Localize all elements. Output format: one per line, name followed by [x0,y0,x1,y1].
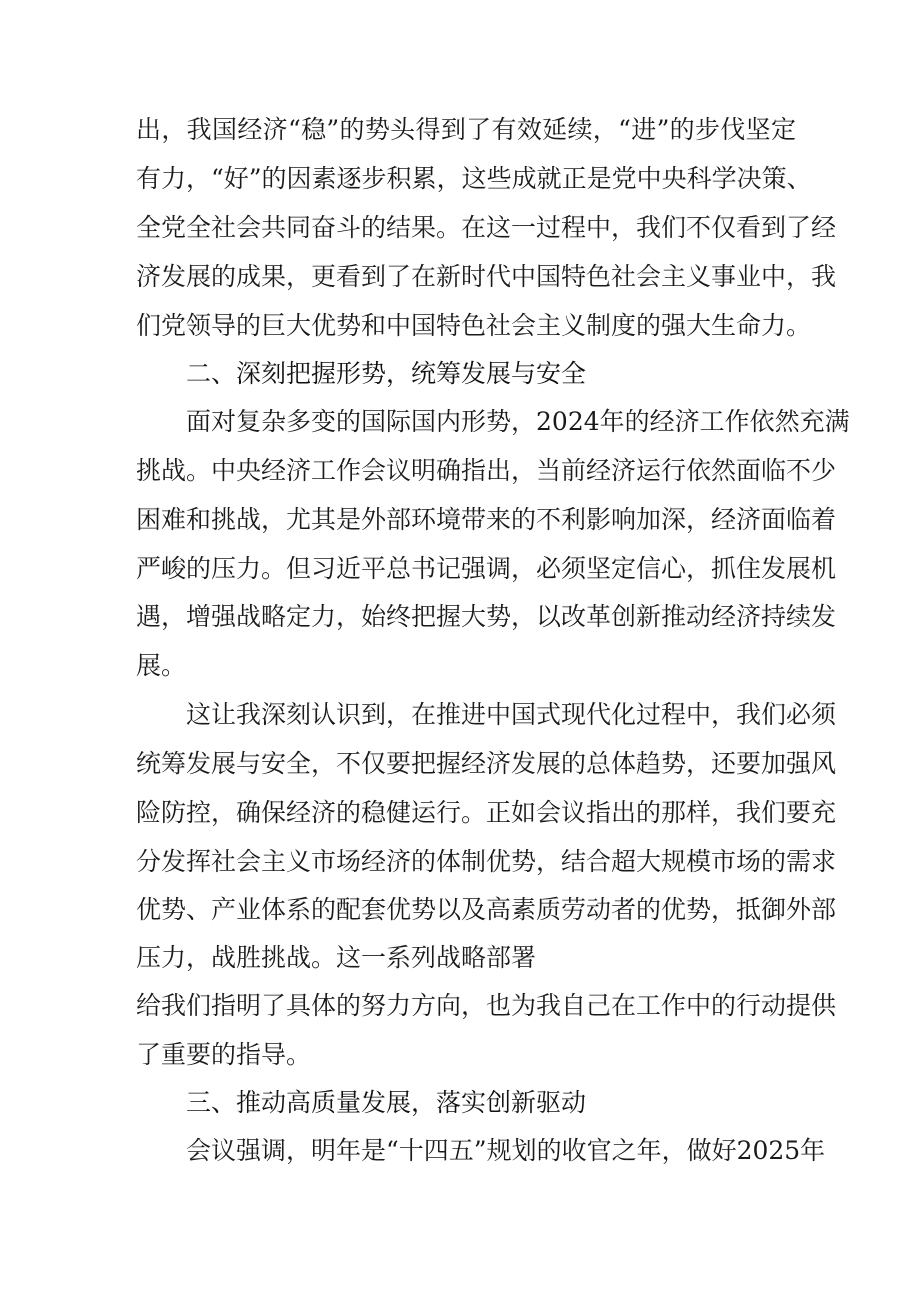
text-line: 压力，战胜挑战。这一系列战略部署 [136,943,537,972]
text-line: 遇，增强战略定力，始终把握大势，以改革创新推动经济持续发 [136,602,837,631]
text-line: 严峻的压力。但习近平总书记强调，必须坚定信心，抓住发展机 [136,554,837,583]
text-line: 这让我深刻认识到，在推进中国式现代化过程中，我们必须 [186,700,837,729]
text-line: 险防控，确保经济的稳健运行。正如会议指出的那样，我们要充 [136,798,837,827]
text-line: 展。 [136,651,187,680]
section-heading-3: 三、推动高质量发展，落实创新驱动 [186,1088,587,1117]
text-line: 分发挥社会主义市场经济的体制优势，结合超大规模市场的需求 [136,847,837,876]
text-line: 优势、产业体系的配套优势以及高素质劳动者的优势，抵御外部 [136,895,837,924]
text-line: 们党领导的巨大优势和中国特色社会主义制度的强大生命力。 [136,311,812,340]
text-line: 济发展的成果，更看到了在新时代中国特色社会主义事业中，我 [136,262,837,291]
section-heading-2: 二、深刻把握形势，统筹发展与安全 [186,359,587,388]
text-line: 了重要的指导。 [136,1040,312,1069]
text-line: 会议强调，明年是“十四五”规划的收官之年，做好2025年 [186,1136,826,1165]
text-line: 面对复杂多变的国际国内形势，2024年的经济工作依然充满 [186,407,850,436]
text-line: 有力，“好”的因素逐步积累，这些成就正是党中央科学决策、 [136,164,812,193]
text-line: 出，我国经济“稳”的势头得到了有效延续，“进”的步伐坚定 [136,115,796,144]
text-line: 挑战。中央经济工作会议明确指出，当前经济运行依然面临不少 [136,456,837,485]
text-line: 给我们指明了具体的努力方向，也为我自己在工作中的行动提供 [136,991,837,1020]
text-line: 全党全社会共同奋斗的结果。在这一过程中，我们不仅看到了经 [136,213,837,242]
text-line: 困难和挑战，尤其是外部环境带来的不利影响加深，经济面临着 [136,505,837,534]
text-line: 统筹发展与安全，不仅要把握经济发展的总体趋势，还要加强风 [136,749,837,778]
